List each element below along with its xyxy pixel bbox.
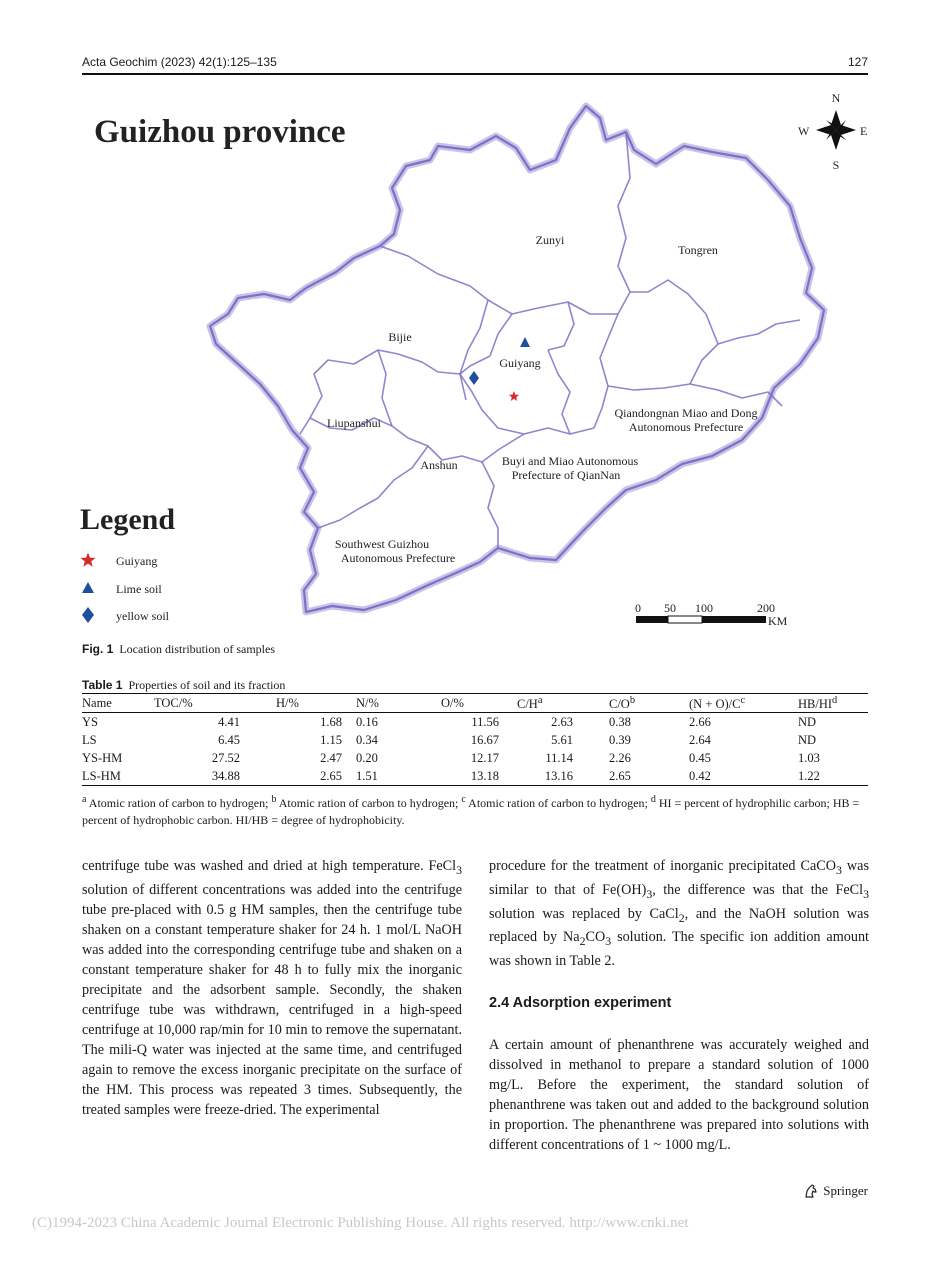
table-cell: 0.39 [609,732,631,747]
table-header-cell [356,694,441,713]
table-cell: 34.88 [154,767,276,786]
right-text-c: , the difference was that the FeCl [652,881,864,898]
table-cell: 2.65 [276,767,356,786]
table-cell: YS [82,714,98,729]
footnote-marker-d: d [650,794,656,805]
right-sub-c: 3 [863,886,869,901]
figure-label: Fig. 1 [82,642,114,656]
header-rule [82,73,868,75]
table-cell: ND [798,714,817,729]
left-column-text [82,856,462,1120]
right-text-g: solution. The specific ion addition amount was shown in Table 2. [489,929,869,970]
right-text-a: procedure for the treatment of inorganic precipitated CaCO [489,858,836,874]
header-sup: c [740,695,746,706]
scale-unit: KM [768,614,788,628]
yellow-soil-marker [469,371,479,385]
scale-tick-0: 0 [635,601,641,615]
table-cell: 16.67 [470,732,499,747]
springer-horse-icon [803,1183,819,1199]
footnote-c: Atomic ration of carbon to hydrogen; [465,796,651,810]
table-header-cell [517,694,609,713]
table-cell: 13.18 [441,767,517,786]
section-heading: 2.4 Adsorption experiment [489,995,672,1012]
compass-icon [798,91,867,172]
header-sup: a [537,695,543,706]
table-cell: LS [82,732,97,747]
right-sub-d: 2 [678,910,685,925]
left-text-1: centrifuge tube was washed and dried at high temperature. FeCl [82,858,457,874]
table-cell: 0.34 [356,732,378,747]
lime-soil-marker [520,337,530,347]
table-cell: 2.66 [689,714,711,729]
left-text-2: solution of different concentrations was added into the centrifuge tube pre-placed with 0.5 g HM samples, then the centrifuge tube shaken on a constant temperature shaker for 24 h. 1 mol/L NaOH was added into the corresponding centrifuge tube and shaken on a constant temperature shaker for 48 h to fully mix the inorganic precipitate and the adsorbent sample. Secondly, the shaken centrifuge tube was withdrawn, centrifuged in a high-speed centrifuge at 10,000 rap/min for 10 min to remove the supernatant. The mili-Q water was injected at the same time, and centrifuged again to remove the excess inorganic precipitate on the surface of the HM. This process was repeated 3 times. Subsequently, the treated samples were freeze-dried. The experimental [82,881,462,1118]
legend-triangle-icon [82,582,94,593]
table-cell: 0.45 [689,750,711,765]
prefecture-borders [300,132,800,548]
table-row [82,713,868,732]
table-cell: 2.47 [320,750,342,765]
footnote-d: HI = percent of hydrophilic carbon; HB = percent of hydrophobic carbon. HI/HB = degree of hydrophobicity. [82,796,860,827]
table-header-cell [276,694,356,713]
table-cell: 0.38 [609,714,631,729]
table-cell: 5.61 [551,732,573,747]
right-column-text [489,856,869,1155]
table-row [82,731,868,749]
table-label: Table 1 [82,678,123,692]
label-qiandongnan-2: Autonomous Prefecture [628,420,744,434]
table-cell: 2.65 [609,767,689,786]
table-cell: 1.22 [798,767,868,786]
label-southwest-2: Autonomous Prefecture [340,551,456,565]
table-cell: ND [798,732,817,747]
label-southwest-1: Southwest Guizhou [334,537,430,551]
label-bijie: Bijie [388,330,412,344]
table-cell: 2.63 [551,714,573,729]
right-sub-e: 2 [579,934,586,949]
compass-north: N [831,91,841,105]
table-cell: 1.68 [320,714,342,729]
scale-bar [635,601,788,628]
label-zunyi: Zunyi [535,233,565,247]
header-text: Name [82,696,112,711]
right-text-f: CO [585,929,606,946]
table-cell: 1.15 [320,732,342,747]
label-tongren: Tongren [678,243,718,257]
guiyang-star-marker [509,391,519,401]
scale-tick-50: 50 [664,601,676,615]
left-paragraph [82,856,462,1120]
label-anshun: Anshun [420,458,458,472]
table-header-cell [154,694,276,713]
properties-table [82,693,868,786]
header-text: HB/HI [798,697,833,712]
table-cell: 4.41 [218,714,240,729]
table-cell: 1.03 [798,750,820,765]
table-header-cell [609,694,689,713]
right-paragraph-1 [489,856,869,971]
table-cell: 2.64 [689,732,711,747]
table-cell: 27.52 [211,750,240,765]
legend-diamond-icon [82,607,94,623]
label-liupanshui: Liupanshui [327,416,381,430]
legend-label-lime-soil: Lime soil [116,582,162,596]
legend-title: Legend [80,503,176,536]
header-text: H/% [276,696,299,711]
table-row [82,749,868,767]
legend-star-icon [80,553,95,567]
table-caption-text: Properties of soil and its fraction [128,678,286,692]
label-guiyang: Guiyang [499,356,541,370]
label-qiannan-1: Buyi and Miao Autonomous [501,454,639,468]
table-cell: 0.42 [689,767,798,786]
table-cell: LS-HM [82,767,154,786]
table-cell: 0.20 [356,750,378,765]
page-number: 127 [847,55,868,69]
header-text: O/% [441,696,464,711]
header-text: C/H [517,697,538,712]
right-text-b: was similar to that of Fe(OH) [489,858,869,898]
compass-east: E [860,124,868,138]
table-caption [82,678,285,693]
table-header-row [82,694,868,713]
compass-west: W [798,124,810,138]
footnote-marker-c: c [461,794,466,805]
table-cell: 2.26 [609,750,631,765]
right-sub-b: 3 [646,886,653,901]
table-cell: 6.45 [218,732,240,747]
right-text-e: , and the NaOH solution was replaced by Na [489,905,869,946]
map-title: Guizhou province [94,114,346,150]
figure-caption [82,642,275,657]
table-cell: 0.16 [356,714,378,729]
table-cell: 11.56 [471,714,499,729]
header-sup: b [629,695,636,706]
legend-label-yellow-soil: yellow soil [116,609,169,623]
table-cell: YS-HM [82,750,123,765]
guizhou-map [78,88,878,633]
header-text: (N + O)/C [689,697,741,712]
right-sub-f: 3 [605,934,612,949]
table-cell: 11.14 [545,750,573,765]
table-header-cell [82,694,154,713]
scale-tick-100: 100 [695,601,713,615]
table-header-cell [441,694,517,713]
right-sub-a: 3 [835,862,842,877]
figure-caption-text: Location distribution of samples [119,642,275,656]
table-cell: 13.16 [517,767,609,786]
label-qiannan-2: Prefecture of QianNan [511,468,621,482]
copyright-watermark: (C)1994-2023 China Academic Journal Electronic Publishing House. All rights reserved. http://www.cnki.net [32,1215,689,1231]
header-text: TOC/% [154,696,193,711]
table-body [82,713,868,786]
header-sup: d [832,695,838,706]
header-text: C/O [609,697,630,712]
footnote-marker-b: b [271,794,277,805]
label-qiandongnan-1: Qiandongnan Miao and Dong [614,406,758,420]
table-row [82,767,868,786]
table-header-cell [798,694,868,713]
table-footnote [82,791,868,829]
publisher-logo [803,1183,868,1199]
table-cell: 1.51 [356,767,441,786]
compass-south: S [832,158,840,172]
table-header-cell [689,694,798,713]
table-cell: 12.17 [470,750,499,765]
left-sub-1: 3 [456,862,462,877]
right-paragraph-2: A certain amount of phenanthrene was accurately weighed and dissolved in methanol to prepare a standard solution of 1000 mg/L. Before the experiment, the standard solution of phenanthrene was taken out and added to the background solution in proportion. The phenanthrene was prepared into solutions with different concentrations of 1 ~ 1000 mg/L. [489,1037,869,1154]
footnote-b: Atomic ration of carbon to hydrogen; [276,796,462,810]
legend-label-guiyang: Guiyang [116,554,158,568]
publisher-name: Springer [823,1183,868,1198]
footnote-a: Atomic ration of carbon to hydrogen; [86,796,272,810]
header-text: N/% [356,696,379,711]
scale-tick-200: 200 [757,601,775,615]
footnote-marker-a: a [82,794,87,805]
journal-reference: Acta Geochim (2023) 42(1):125–135 [82,55,277,69]
right-text-d: solution was replaced by CaCl [489,905,679,922]
